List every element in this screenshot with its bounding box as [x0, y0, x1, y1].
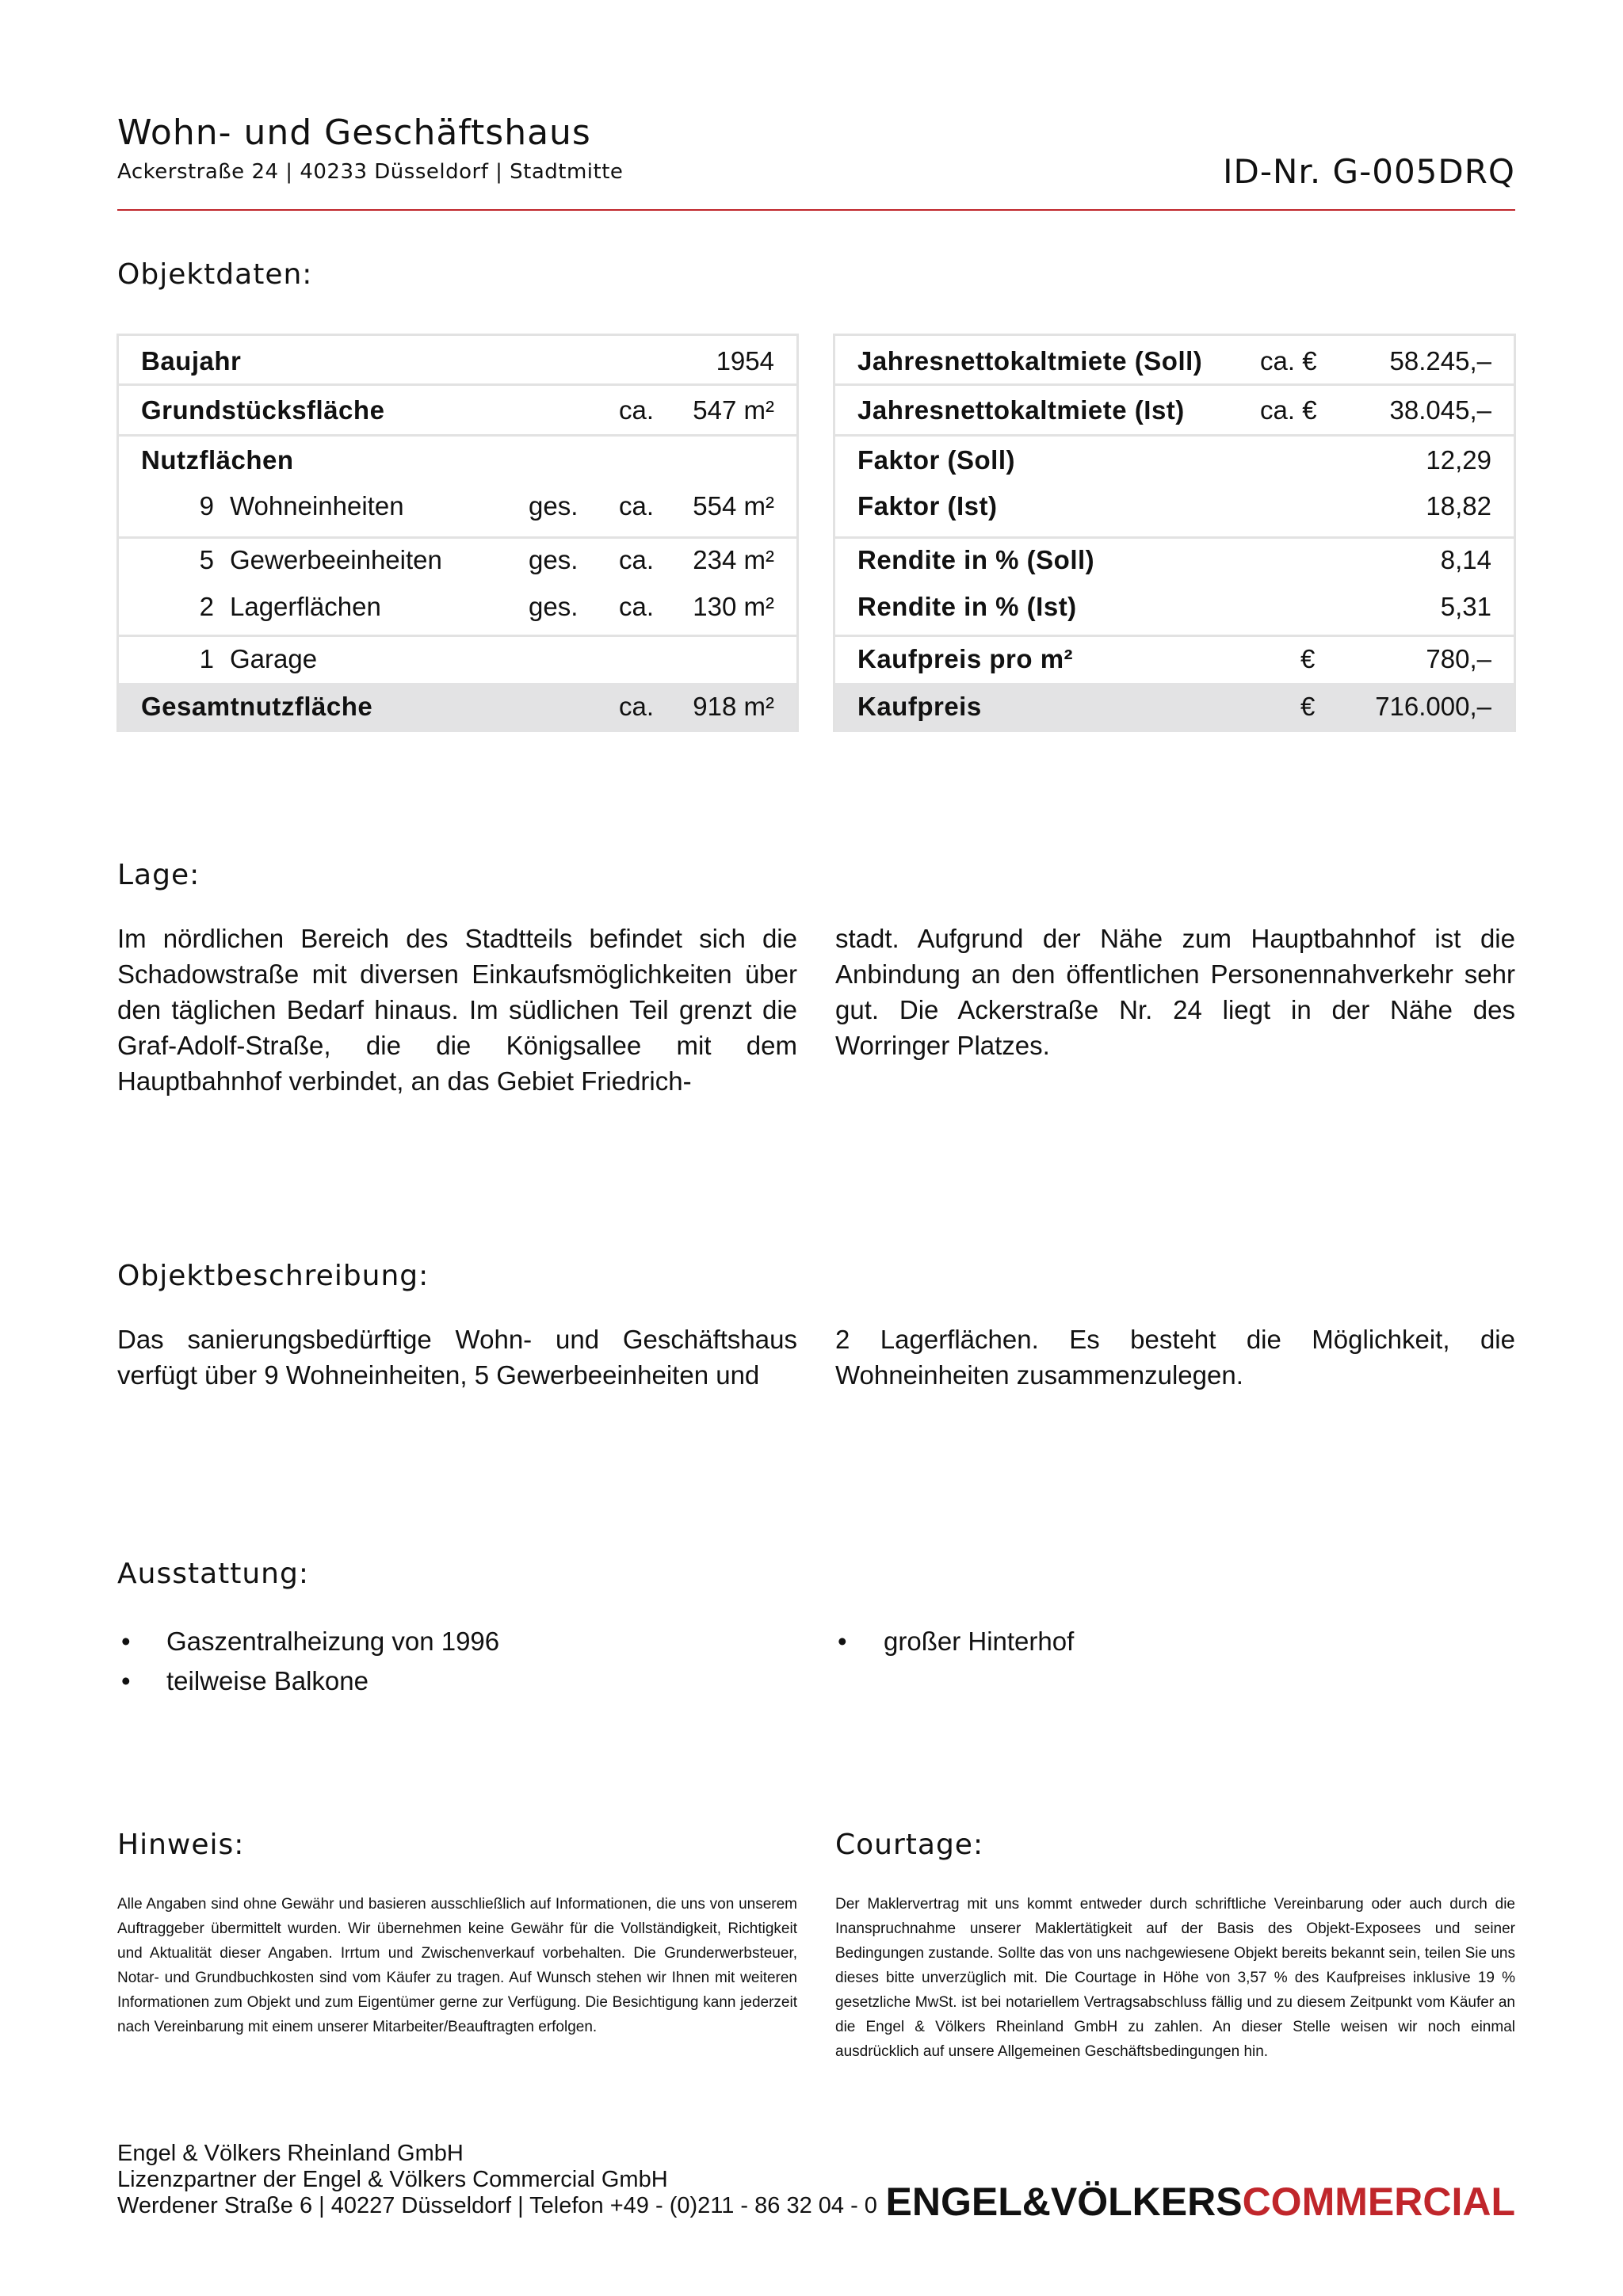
lage-heading: Lage: — [117, 859, 200, 891]
baujahr-label: Baujahr — [141, 346, 242, 376]
count: 1 — [199, 644, 214, 673]
footer-license: Lizenzpartner der Engel & Völkers Commercial GmbH — [117, 2167, 668, 2192]
bullet-icon: • — [838, 1627, 847, 1656]
gesamt-ca: ca. — [618, 692, 654, 721]
list-item-text: großer Hinterhof — [884, 1627, 1075, 1656]
courtage-text: Der Maklervertrag mit uns kommt entweder durch schriftliche Vereinbarung oder auch durch die Inanspruchnahme unserer Maklertätigkeit auf der Basis des Objekt-Exposees und seiner Bedingungen zustande. Sollte das von uns nachgewiesene Objekt bereits bekannt sein, teilen Sie uns dieses bitte unverzüglich mit. Die Courtage in Höhe von 3,57 % des Kaufpreises inklusive 19 % gesetzliche MwSt. ist bei notariellem Vertragsabschluss fällig und zu diesem Zeitpunkt vom Käufer an die Engel & Völkers Rheinland GmbH zu zahlen. An dieser Stelle weisen wir noch einmal ausdrücklich auf unsere Allgemeinen Geschäftsbedingungen hin. — [835, 1896, 1515, 2060]
id-number: ID-Nr. G-005DRQ — [1223, 152, 1515, 191]
ca: ca. — [618, 545, 654, 574]
grundstueck-ca: ca. — [618, 395, 654, 425]
objektbeschreibung-text-col2: 2 Lagerflächen. Es besteht die Möglichkeit, die Wohneinheiten zusammenzulegen. — [835, 1325, 1515, 1390]
hinweis-heading: Hinweis: — [117, 1829, 245, 1861]
footer-company: Engel & Völkers Rheinland GmbH — [117, 2141, 464, 2166]
bullet-icon: • — [121, 1627, 131, 1656]
lage-text-col1: Im nördlichen Bereich des Stadtteils befindet sich die Schadowstraße mit diversen Einkaufsmöglichkeiten über den täglichen Bedarf hinaus. Im südlichen Teil grenzt die Graf-Adolf-Straße, die die Königsallee mit dem Hauptbahnhof verbindet, an das Gebiet Friedrich- — [117, 924, 797, 1096]
objektbeschreibung-text-col1: Das sanierungsbedürftige Wohn- und Geschäftshaus verfügt über 9 Wohneinheiten, 5 Gewerbeeinheiten und — [117, 1325, 797, 1390]
baujahr-value: 1954 — [716, 346, 774, 376]
area-value: 130 m² — [693, 592, 774, 621]
rendite-ist-value: 5,31 — [1440, 592, 1491, 621]
rendite-soll-label: Rendite in % (Soll) — [857, 545, 1095, 574]
unit-name: Gewerbeeinheiten — [230, 545, 442, 574]
ges: ges. — [529, 491, 579, 521]
faktor-ist-value: 18,82 — [1426, 491, 1491, 521]
kaufpreis-m2-value: 780,– — [1426, 644, 1491, 673]
objektdaten-table-left — [116, 334, 799, 732]
ges: ges. — [529, 545, 579, 574]
gesamt-label: Gesamtnutzfläche — [141, 692, 373, 721]
kaufpreis-unit: € — [1300, 692, 1316, 721]
grundstueck-value: 547 m² — [693, 395, 774, 425]
gesamt-value: 918 m² — [693, 692, 774, 721]
jnkm-soll-label: Jahresnettokaltmiete (Soll) — [857, 346, 1203, 376]
list-item-text: teilweise Balkone — [166, 1666, 369, 1695]
logo-part-commercial: COMMERCIAL — [1242, 2180, 1515, 2224]
unit-name: Lagerflächen — [230, 592, 381, 621]
jnkm-ist-label: Jahresnettokaltmiete (Ist) — [857, 395, 1185, 425]
count: 9 — [199, 491, 214, 521]
unit-name: Garage — [230, 644, 318, 673]
objektdaten-heading: Objektdaten: — [117, 258, 313, 291]
grundstueck-label: Grundstücksfläche — [141, 395, 385, 425]
nutzflaechen-label: Nutzflächen — [141, 445, 294, 475]
jnkm-soll-value: 58.245,– — [1389, 346, 1491, 376]
kaufpreis-m2-unit: € — [1300, 644, 1316, 673]
ca: ca. — [618, 592, 654, 621]
list-item-text: Gaszentralheizung von 1996 — [166, 1627, 500, 1656]
page-title: Wohn- und Geschäftshaus — [117, 113, 591, 153]
bullet-icon: • — [121, 1666, 131, 1695]
faktor-soll-value: 12,29 — [1426, 445, 1491, 475]
count: 5 — [199, 545, 214, 574]
footer-address: Werdener Straße 6 | 40227 Düsseldorf | Telefon +49 - (0)211 - 86 32 04 - 0 — [117, 2193, 877, 2218]
rendite-soll-value: 8,14 — [1440, 545, 1491, 574]
jnkm-ist-value: 38.045,– — [1389, 395, 1491, 425]
area-value: 234 m² — [693, 545, 774, 574]
count: 2 — [199, 592, 214, 621]
courtage-heading: Courtage: — [835, 1829, 984, 1861]
rendite-ist-label: Rendite in % (Ist) — [857, 592, 1077, 621]
faktor-soll-label: Faktor (Soll) — [857, 445, 1016, 475]
header-divider — [117, 209, 1515, 211]
objektbeschreibung-heading: Objektbeschreibung: — [117, 1260, 430, 1292]
kaufpreis-value: 716.000,– — [1375, 692, 1491, 721]
address-subtitle: Ackerstraße 24 | 40233 Düsseldorf | Stadtmitte — [117, 160, 624, 184]
area-value: 554 m² — [693, 491, 774, 521]
ausstattung-heading: Ausstattung: — [117, 1558, 309, 1590]
kaufpreis-m2-label: Kaufpreis pro m² — [857, 644, 1074, 673]
unit-name: Wohneinheiten — [230, 491, 404, 521]
kaufpreis-label: Kaufpreis — [857, 692, 982, 721]
lage-text-col2: stadt. Aufgrund der Nähe zum Hauptbahnhof ist die Anbindung an den öffentlichen Personennahverkehr sehr gut. Die Ackerstraße Nr. 24 liegt in der Nähe des Worringer Platzes. — [835, 924, 1515, 1060]
logo-part-ev: ENGEL&VÖLKERS — [885, 2180, 1243, 2224]
engel-voelkers-commercial-logo — [886, 2179, 1515, 2225]
hinweis-text: Alle Angaben sind ohne Gewähr und basieren ausschließlich auf Informationen, die uns von unserem Auftraggeber übermittelt wurden. Wir übernehmen keine Gewähr für die Vollständigkeit, Richtigkeit und Aktualität dieser Angaben. Irrtum und Zwischenverkauf vorbehalten. Die Grunderwerbsteuer, Notar- und Grundbuchkosten sind vom Käufer zu tragen. Auf Wunsch stehen wir Ihnen mit weiteren Informationen zum Objekt und zum Eigentümer gerne zur Verfügung. Die Besichtigung kann jederzeit nach Vereinbarung mit einem unserer Mitarbeiter/Beauftragten erfolgen. — [117, 1896, 797, 2035]
faktor-ist-label: Faktor (Ist) — [857, 491, 998, 521]
jnkm-ist-unit: ca. € — [1260, 395, 1317, 425]
ges: ges. — [529, 592, 579, 621]
jnkm-soll-unit: ca. € — [1260, 346, 1317, 376]
ca: ca. — [618, 491, 654, 521]
objektdaten-table-right — [833, 334, 1516, 732]
